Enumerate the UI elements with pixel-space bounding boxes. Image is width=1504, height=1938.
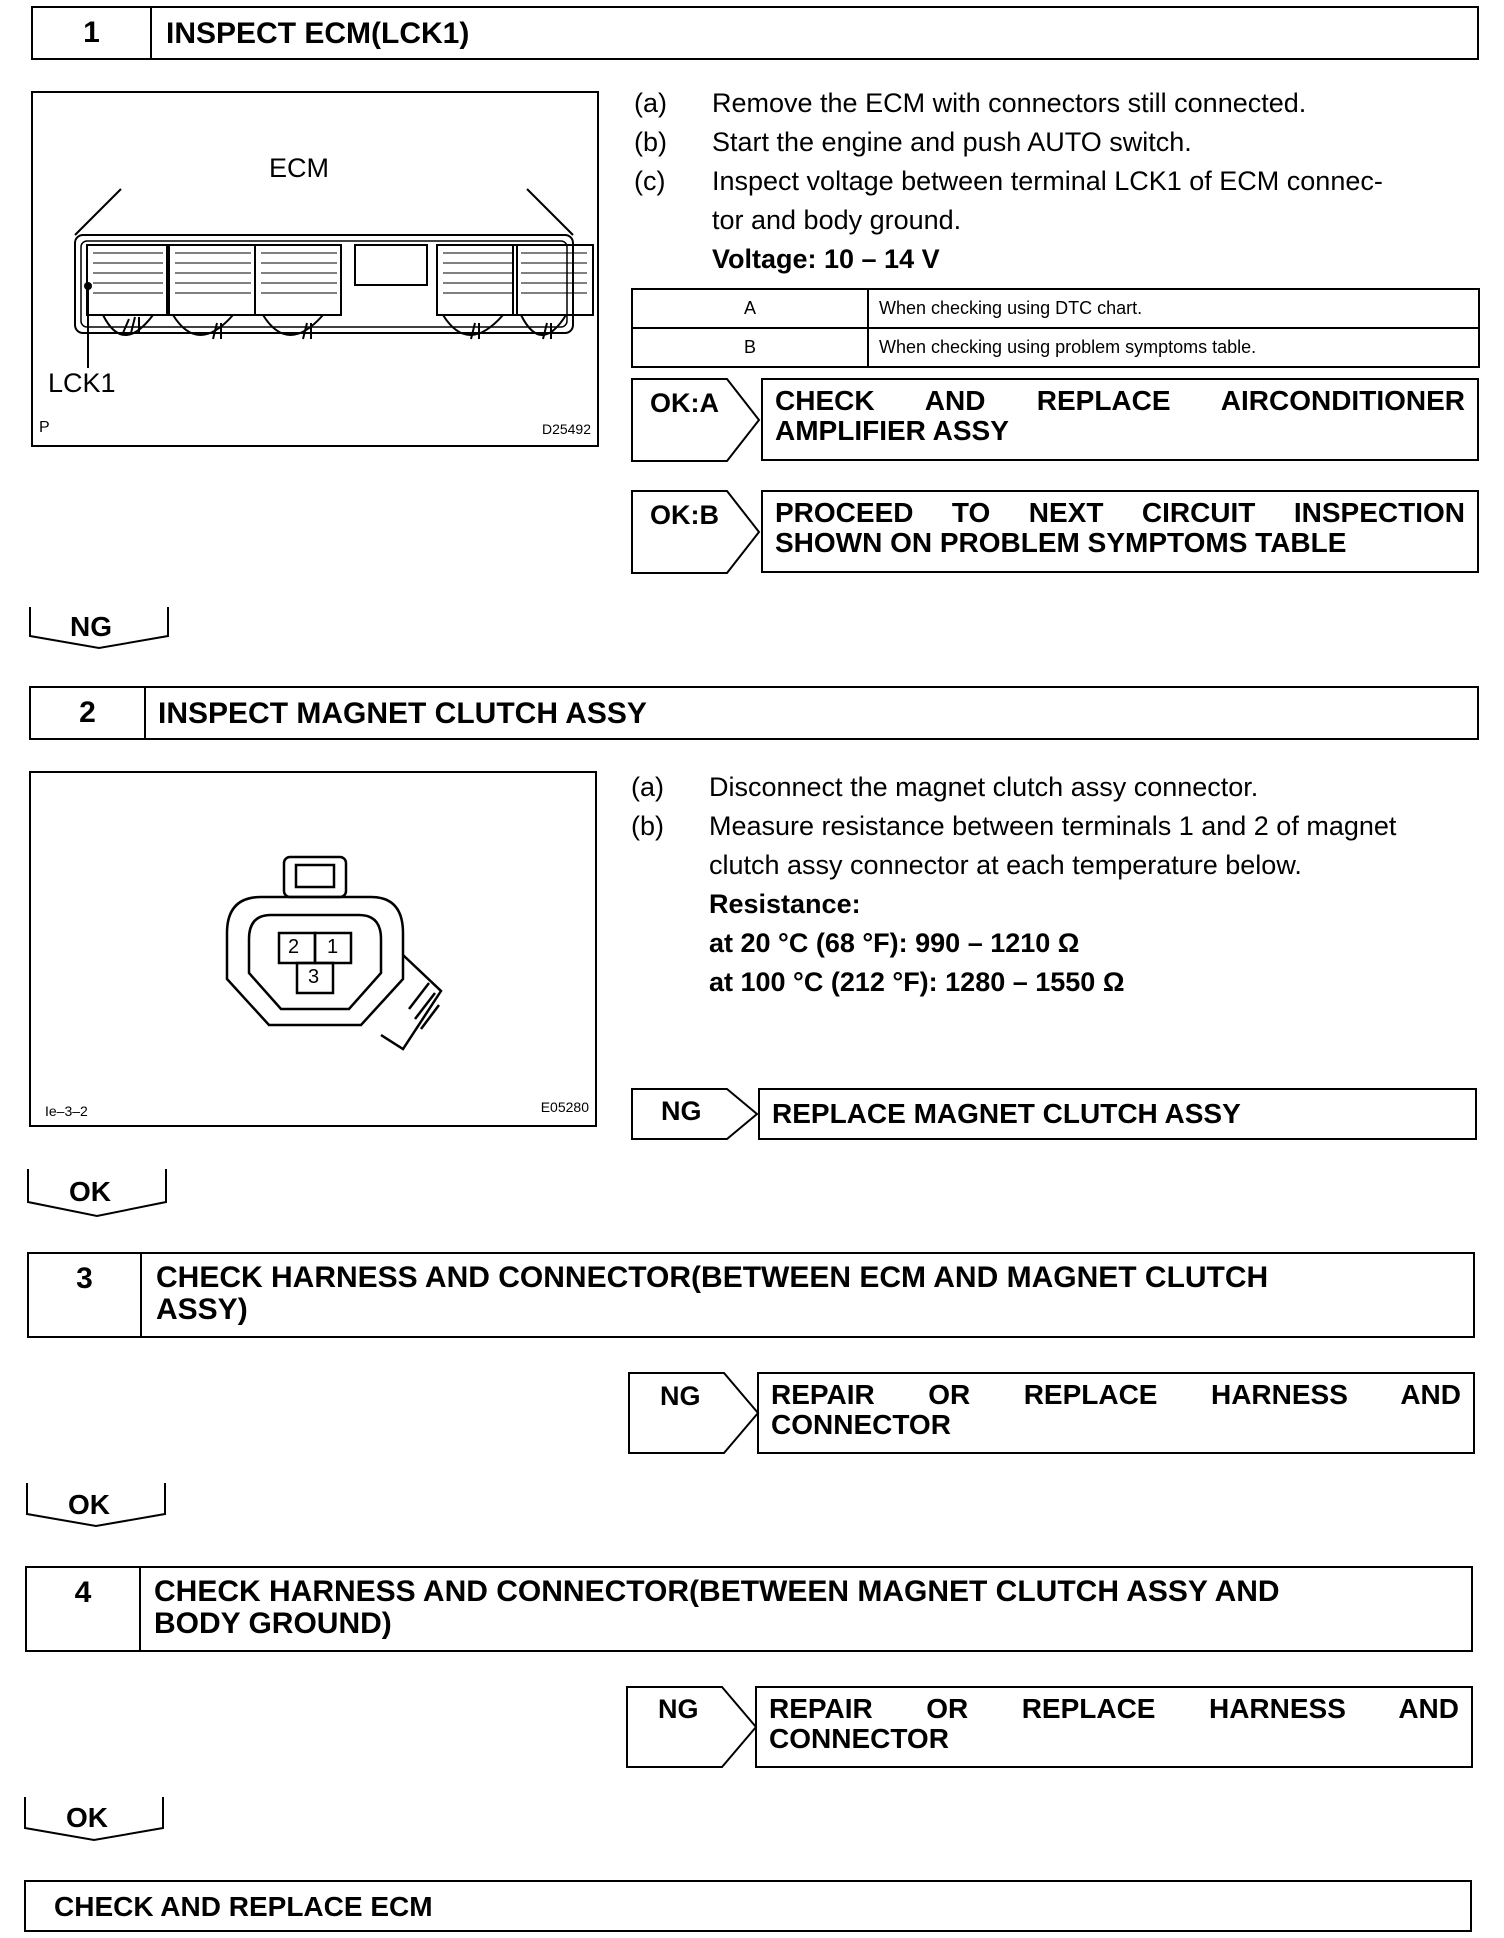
pin-3-label: 3 — [308, 966, 320, 988]
resistance-spec-title: Resistance: — [709, 889, 861, 919]
step-3-header — [27, 1252, 1475, 1338]
voltage-spec: Voltage: 10 – 14 V — [712, 244, 940, 274]
step-title: CHECK HARNESS AND CONNECTOR(BETWEEN MAGNET CLUTCH ASSY AND BODY GROUND) — [154, 1575, 1280, 1640]
pin-2-label: 2 — [288, 936, 300, 958]
step-1-instructions — [634, 84, 1479, 279]
ecm-connector-illustration — [33, 93, 597, 445]
magnet-clutch-figure — [29, 771, 597, 1127]
condition-table — [631, 288, 1480, 368]
ng-tag: NG — [660, 1381, 701, 1411]
flow-ok-label: OK — [68, 1489, 110, 1520]
instruction-a: (a) Disconnect the magnet clutch assy connector. — [631, 772, 1259, 802]
step-number: 1 — [33, 8, 152, 58]
step-1-header — [31, 6, 1479, 60]
instruction-b: (b) Start the engine and push AUTO switch. — [634, 127, 1192, 157]
ok-b-tag: OK:B — [650, 500, 719, 530]
figure-code: D25492 — [541, 421, 591, 437]
step-4-header — [25, 1566, 1473, 1652]
step-title: INSPECT ECM(LCK1) — [166, 17, 470, 50]
table-row — [632, 289, 1479, 328]
lck1-pin-label: LCK1 — [48, 368, 116, 398]
connector-illustration — [31, 773, 595, 1125]
result-ng: REPAIR OR REPLACE HARNESS AND CONNECTOR — [755, 1686, 1473, 1768]
instruction-b: (b) Measure resistance between terminals 1 and 2 of magnet clutch assy connector at each temperature below. — [631, 811, 1397, 880]
ok-a-tag: OK:A — [650, 388, 719, 418]
ng-tag: NG — [658, 1694, 699, 1724]
flow-ng-label: NG — [70, 611, 112, 642]
table-key: B — [632, 328, 868, 367]
table-key: A — [632, 289, 868, 328]
step-number: 3 — [29, 1254, 142, 1336]
ecm-figure — [31, 91, 599, 447]
figure-corner-left: Ie–3–2 — [45, 1103, 88, 1119]
result-ng: REPAIR OR REPLACE HARNESS AND CONNECTOR — [757, 1372, 1475, 1454]
flow-ok-label: OK — [69, 1176, 111, 1207]
table-row — [632, 328, 1479, 367]
result-ok-b: PROCEED TO NEXT CIRCUIT INSPECTION SHOWN ON PROBLEM SYMPTOMS TABLE — [761, 490, 1479, 573]
final-action-box — [24, 1880, 1472, 1932]
step-number: 4 — [27, 1568, 141, 1650]
step-number: 2 — [31, 688, 146, 738]
result-ok-a: CHECK AND REPLACE AIRCONDITIONER AMPLIFIER ASSY — [761, 378, 1479, 461]
step-title: CHECK HARNESS AND CONNECTOR(BETWEEN ECM AND MAGNET CLUTCH ASSY) — [156, 1261, 1269, 1326]
table-value: When checking using problem symptoms table. — [868, 328, 1479, 367]
instruction-c: (c) Inspect voltage between terminal LCK1 of ECM connec- tor and body ground. — [634, 166, 1383, 235]
resistance-spec-20c: at 20 °C (68 °F): 990 – 1210 Ω — [709, 928, 1080, 958]
table-value: When checking using DTC chart. — [868, 289, 1479, 328]
step-2-instructions — [631, 768, 1481, 1002]
pin-1-label: 1 — [327, 936, 339, 958]
figure-code: E05280 — [540, 1099, 589, 1115]
flow-ok-label: OK — [66, 1802, 108, 1833]
result-ng: REPLACE MAGNET CLUTCH ASSY — [758, 1088, 1477, 1140]
ecm-label: ECM — [269, 153, 329, 183]
resistance-spec-100c: at 100 °C (212 °F): 1280 – 1550 Ω — [709, 967, 1125, 997]
step-2-header — [29, 686, 1479, 740]
instruction-a: (a) Remove the ECM with connectors still connected. — [634, 88, 1307, 118]
figure-corner-left: P — [39, 419, 50, 436]
step-title: INSPECT MAGNET CLUTCH ASSY — [158, 697, 647, 730]
final-action-label: CHECK AND REPLACE ECM — [54, 1891, 433, 1922]
ng-tag: NG — [661, 1096, 702, 1126]
